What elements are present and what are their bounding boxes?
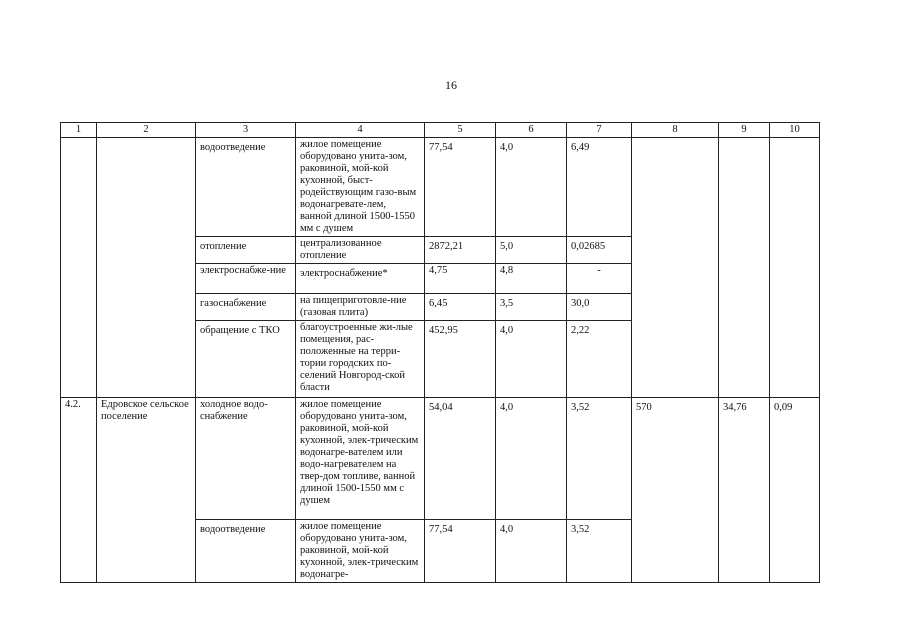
table-row (61, 138, 820, 237)
table-row (61, 398, 820, 520)
description-cell: благоустроенные жи-лые помещения, рас-положенные на терри-тории городских по-селений Новгород-ской бласти (296, 321, 425, 398)
value-cell: 2,22 (567, 321, 632, 398)
value-cell: 4,8 (496, 264, 567, 294)
value-cell: 30,0 (567, 294, 632, 321)
description-cell: жилое помещение оборудовано унита-зом, раковиной, мой-кой кухонной, элек-трическим водонагре- (296, 520, 425, 583)
value-cell: 77,54 (425, 520, 496, 583)
description-cell: электроснабжение* (296, 264, 425, 294)
column-header: 5 (425, 123, 496, 138)
value-cell: 4,0 (496, 321, 567, 398)
value-cell: 452,95 (425, 321, 496, 398)
value-cell: 570 (632, 398, 719, 583)
column-header: 3 (196, 123, 296, 138)
value-cell: 3,52 (567, 398, 632, 520)
value-cell: 34,76 (719, 398, 770, 583)
column-header: 10 (770, 123, 820, 138)
service-cell: отопление (196, 237, 296, 264)
service-cell: газоснабжение (196, 294, 296, 321)
settlement-name: Едровское сельское поселение (97, 398, 196, 583)
settlement-cell (97, 138, 196, 398)
value-cell: 54,04 (425, 398, 496, 520)
value-cell: 77,54 (425, 138, 496, 237)
service-cell: электроснабже-ние (196, 264, 296, 294)
column-header: 9 (719, 123, 770, 138)
value-cell: - (567, 264, 632, 294)
value-cell: 4,75 (425, 264, 496, 294)
value-cell: 4,0 (496, 398, 567, 520)
column-header: 6 (496, 123, 567, 138)
column-header: 4 (296, 123, 425, 138)
service-cell: холодное водо-снабжение (196, 398, 296, 520)
section-number: 4.2. (61, 398, 97, 583)
value-cell: 2872,21 (425, 237, 496, 264)
description-cell: централизованное отопление (296, 237, 425, 264)
value-cell: 6,45 (425, 294, 496, 321)
column-header: 1 (61, 123, 97, 138)
column-header: 7 (567, 123, 632, 138)
header-row (61, 123, 820, 138)
service-cell: обращение с ТКО (196, 321, 296, 398)
number-cell (61, 138, 97, 398)
column-header: 2 (97, 123, 196, 138)
value-cell: 3,52 (567, 520, 632, 583)
value-cell: 4,0 (496, 520, 567, 583)
value-cell: 3,5 (496, 294, 567, 321)
description-cell: на пищеприготовле-ние (газовая плита) (296, 294, 425, 321)
value-cell: 6,49 (567, 138, 632, 237)
value-cell: 4,0 (496, 138, 567, 237)
tariff-table (60, 122, 820, 583)
description-cell: жилое помещение оборудовано унита-зом, раковиной, мой-кой кухонной, быст-родействующим газо-вым водонагревате-лем, ванной длиной 1500-1550 мм с душем (296, 138, 425, 237)
page-number: 16 (445, 78, 457, 92)
value-cell: 5,0 (496, 237, 567, 264)
service-cell: водоотведение (196, 138, 296, 237)
value-cell: 0,02685 (567, 237, 632, 264)
value-cell: 0,09 (770, 398, 820, 583)
service-cell: водоотведение (196, 520, 296, 583)
description-cell: жилое помещение оборудовано унита-зом, раковиной, мой-кой кухонной, элек-трическим водонагре-вателем или водо-нагревателем на твер-дом топливе, ванной длиной 1500-1550 мм с душем (296, 398, 425, 520)
column-header: 8 (632, 123, 719, 138)
empty-cell (770, 138, 820, 398)
empty-cell (719, 138, 770, 398)
empty-cell (632, 138, 719, 398)
